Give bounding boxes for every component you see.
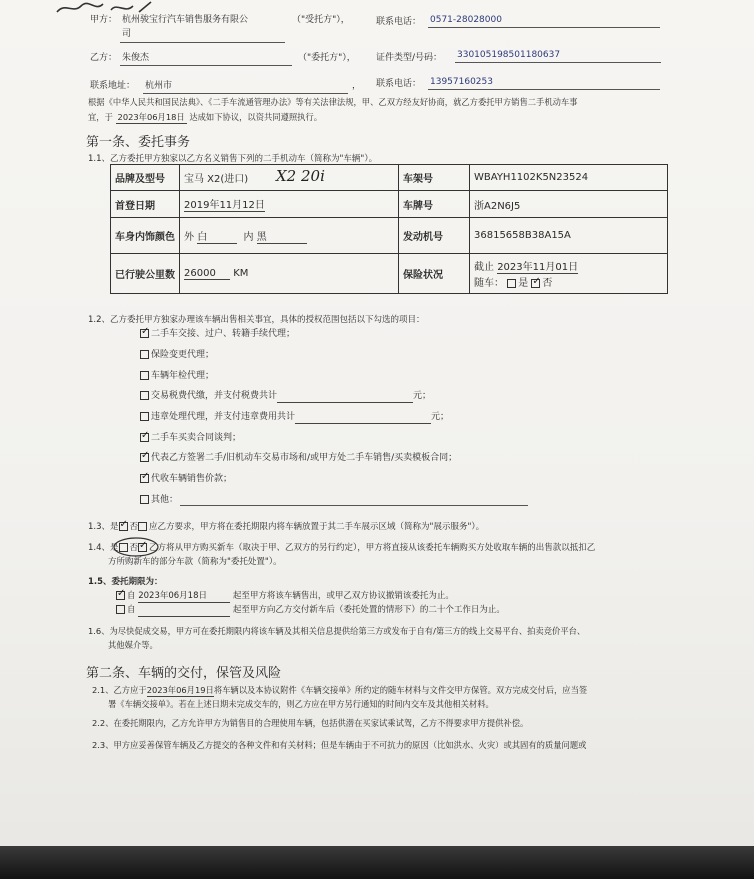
reg-date-label: 首登日期: [111, 191, 180, 218]
clause-1-6-line2: 其他媒介等。: [108, 640, 158, 650]
intro-date: 2023年06月18日: [117, 112, 185, 122]
engine-label: 发动机号: [399, 218, 470, 254]
clause-2-3: 2.3、甲方应妥善保管车辆及乙方提交的各种文件和有关材料；但是车辆由于不可抗力的原因（比如洪水、火灾）或其固有的质量问题或: [92, 740, 587, 750]
option-8: ✓代收车辆销售价款；: [140, 473, 232, 485]
option-7: ✓代表乙方签署二手/旧机动车交易市场和/或甲方处二手车销售/买卖模板合同；: [140, 452, 457, 464]
vin-label: 车架号: [399, 165, 470, 191]
reg-date-value: 2019年11月12日: [184, 196, 265, 212]
party-b-name: 朱俊杰: [122, 53, 150, 63]
option-4-checkbox[interactable]: [140, 391, 149, 400]
brand-cell: [180, 165, 399, 191]
option-1-checkbox[interactable]: [140, 329, 149, 338]
option-2: 保险变更代理；: [140, 349, 214, 361]
desk-background: [0, 846, 754, 879]
clause-2-1-line2: 署《车辆交接单》。若在上述日期未完成交车的，则乙方应在甲方另行通知的时间内交车及其他相关材料。: [108, 699, 494, 709]
clause-1-1: 1.1、乙方委托甲方独家以乙方名义销售下列的二手机动车（简称为"车辆"）。: [88, 154, 378, 164]
section1-title: 第一条、委托事务: [86, 135, 191, 150]
party-b-phone: 13957160253: [430, 77, 493, 87]
vin-value: WBAYH1102K5N23524: [470, 165, 668, 191]
option-5: 违章处理代理，并支付违章费用共计 元；: [140, 411, 449, 424]
term-start-date: 2023年06月18日: [138, 590, 230, 603]
plate-label: 车牌号: [399, 191, 470, 218]
clause-1-3-yes-checkbox[interactable]: [119, 522, 128, 531]
insurance-no-checkbox[interactable]: [531, 279, 540, 288]
insurance-cell: 截止 2023年11月01日 随车： 是 ✓ 否: [470, 254, 668, 294]
plate-value: 浙A2N6J5: [470, 191, 668, 218]
party-b-phone-label: 联系电话：: [376, 79, 422, 89]
brand-value: 宝马 X2(进口): [184, 174, 249, 185]
party-b-role: （"委托方"），: [298, 53, 356, 63]
color-label: 车身内饰颜色: [111, 218, 180, 254]
option-5-checkbox[interactable]: [140, 412, 149, 421]
option-9-checkbox[interactable]: [140, 495, 149, 504]
engine-value: 36815658B38A15A: [470, 218, 668, 254]
party-b-sep: ，: [352, 81, 362, 91]
clause-1-5-a-checkbox[interactable]: [116, 591, 125, 600]
insurance-date: 2023年11月01日: [497, 258, 578, 274]
party-a-phone: 0571-28028000: [430, 15, 502, 25]
mileage-unit: KM: [233, 267, 249, 279]
insurance-yes-checkbox[interactable]: [507, 279, 516, 288]
mileage-value: 26000: [184, 268, 230, 280]
clause-1-4: 1.4、是 否✓ 乙方将从甲方购买新车（取决于甲、乙双方的另行约定），甲方将直接从该委托车辆购买方处收取车辆的出售款以抵扣乙: [88, 542, 595, 554]
clause-2-2: 2.2、在委托期限内，乙方允许甲方为销售目的合理使用车辆，包括供潜在买家试乘试驾，乙方不得要求甲方提供补偿。: [92, 718, 529, 728]
interior-color: 黑: [257, 228, 307, 244]
clause-1-2: 1.2、乙方委托甲方独家办理该车辆出售相关事宜，具体的授权范围包括以下勾选的项目：: [88, 315, 425, 325]
party-b-address-label: 联系地址：: [90, 81, 136, 91]
scribble-circle: [112, 536, 160, 558]
option-1: ✓二手车交接、过户、转籍手续代理；: [140, 328, 295, 340]
section2-title: 第二条、车辆的交付，保管及风险: [86, 666, 282, 681]
party-a-role: （"受托方"），: [292, 15, 350, 25]
vehicle-info-table: [110, 164, 668, 294]
party-b-id: 330105198501180637: [457, 50, 561, 60]
clause-1-5-b: 自 起至甲方向乙方交付新车后（委托处置的情形下）的二十个工作日为止。: [116, 604, 505, 617]
clause-1-6: 1.6、为尽快促成交易，甲方可在委托期限内将该车辆及其相关信息提供给第三方或发布于自有/第三方的线上交易平台、拍卖竞价平台、: [88, 626, 586, 636]
party-b-address: 杭州市: [145, 81, 173, 91]
exterior-color: 白: [197, 228, 237, 244]
clause-1-3-no-checkbox[interactable]: [138, 522, 147, 531]
intro-line1: 根据《中华人民共和国民法典》、《二手车流通管理办法》等有关法律法规，甲、乙双方经友好协商，就乙方委托甲方销售二手机动车事: [88, 97, 578, 107]
intro-line2: 宜，于 2023年06月18日 达成如下协议，以资共同遵照执行。: [88, 112, 323, 122]
party-b-label: 乙方：: [90, 53, 118, 63]
option-4: 交易税费代缴，并支付税费共计 元；: [140, 390, 431, 403]
party-a-label: 甲方：: [90, 15, 118, 25]
option-3: 车辆年检代理；: [140, 370, 214, 382]
option-2-checkbox[interactable]: [140, 350, 149, 359]
clause-2-1: 2.1、乙方应于2023年06月19日将车辆以及本协议附件《车辆交接单》所约定的随车材料与文件交甲方保管。双方完成交付后，应当签: [92, 685, 588, 695]
mileage-cell: [180, 254, 399, 294]
clause-1-5: 1.5、委托期限为：: [88, 577, 163, 587]
option-6-checkbox[interactable]: [140, 433, 149, 442]
reg-date-cell: [180, 191, 399, 218]
party-a-name-line2: 司: [122, 29, 132, 39]
clause-1-3: 1.3、是✓ 否 应乙方要求，甲方将在委托期限内将车辆放置于其二手车展示区域（简称为"展示服务"）。: [88, 521, 484, 533]
brand-handwriting: X2 20i: [276, 167, 325, 185]
clause-1-5-b-checkbox[interactable]: [116, 605, 125, 614]
clause-1-5-a: ✓自 2023年06月18日 起至甲方将该车辆售出，或甲乙双方协议撤销该委托为止。: [116, 590, 454, 603]
party-b-id-label: 证件类型/号码：: [376, 53, 443, 63]
insurance-label: 保险状况: [399, 254, 470, 294]
option-6: ✓二手车买卖合同谈判；: [140, 432, 241, 444]
delivery-date: 2023年06月19日: [146, 685, 214, 695]
option-7-checkbox[interactable]: [140, 453, 149, 462]
option-3-checkbox[interactable]: [140, 371, 149, 380]
color-cell: 外 白 内 黑: [180, 218, 399, 254]
option-9: 其他：: [140, 494, 178, 506]
mileage-label: 已行驶公里数: [111, 254, 180, 294]
party-a-phone-label: 联系电话：: [376, 17, 422, 27]
option-8-checkbox[interactable]: [140, 474, 149, 483]
party-a-name-line1: 杭州骏宝行汽车销售服务有限公: [122, 15, 249, 25]
brand-label: 品牌及型号: [111, 165, 180, 191]
clause-1-4-line2: 方所购新车的部分车款（简称为"委托处置"）。: [108, 557, 282, 567]
